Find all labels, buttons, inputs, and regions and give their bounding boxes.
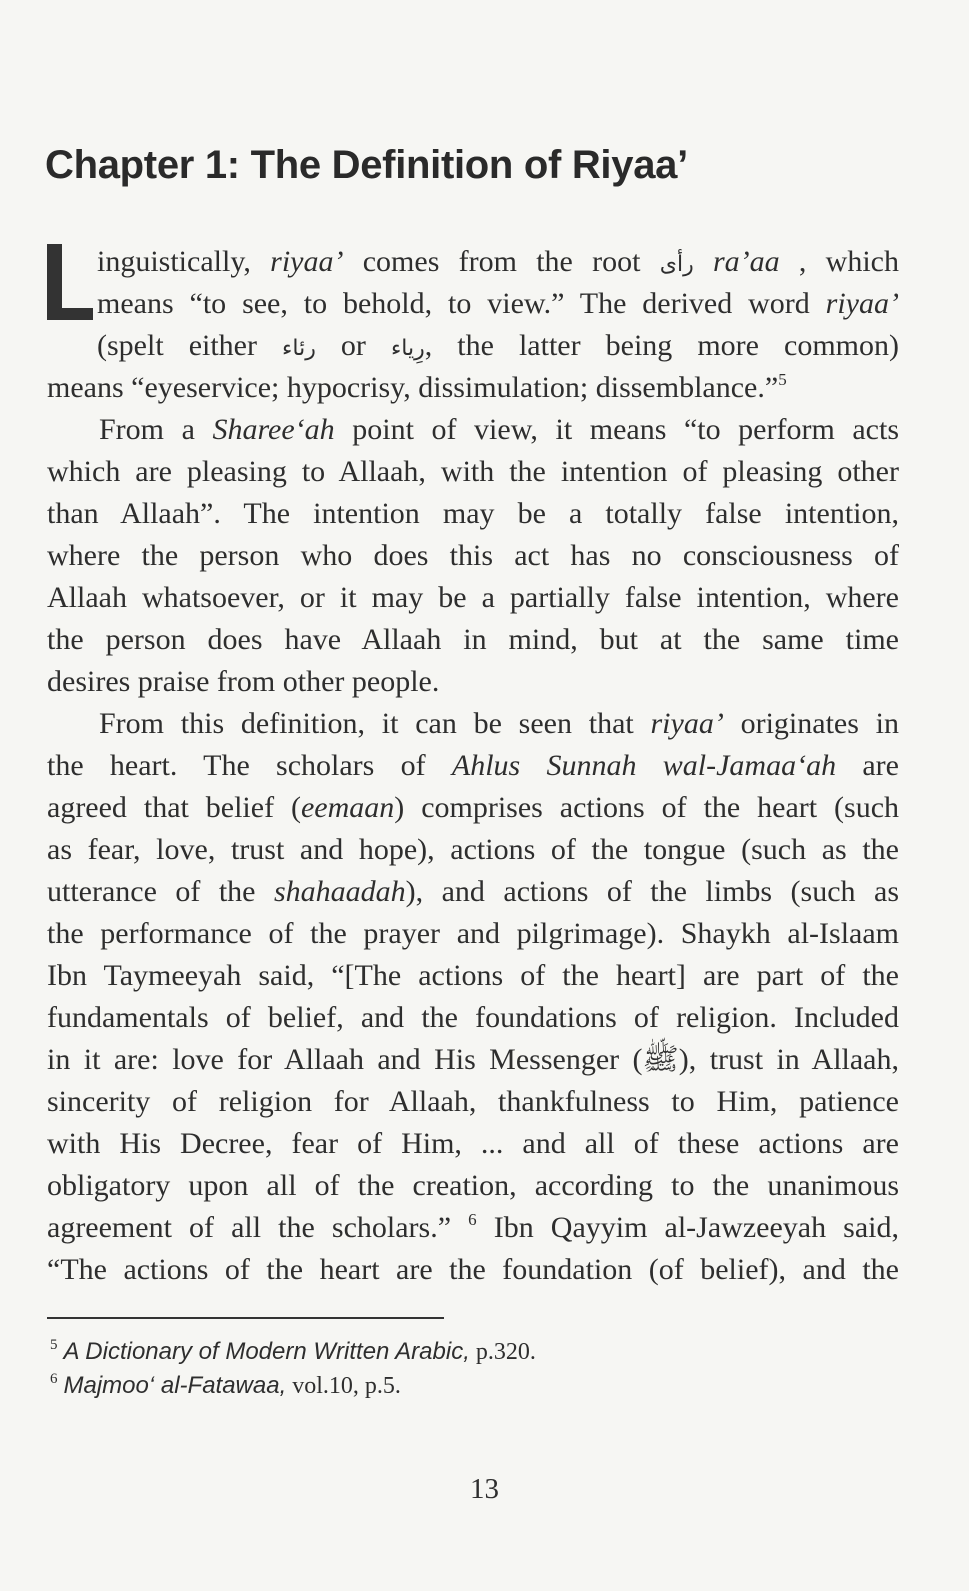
footnote-title: A Dictionary of Modern Written Arabic, xyxy=(63,1338,470,1365)
text-segment: with His Decree, fear of Him, ... and all of these actions are xyxy=(47,1127,899,1160)
text-line xyxy=(47,913,899,955)
text-segment: Ibn Taymeeyah said, “[The actions of the heart] are part of the xyxy=(47,959,899,992)
text-line xyxy=(47,1081,899,1123)
text-segment: , which xyxy=(779,245,899,278)
text-segment: comes from the root xyxy=(343,245,660,278)
text-line xyxy=(47,997,899,1039)
text-segment: ) comprises actions of the heart (such xyxy=(394,791,900,824)
text-line xyxy=(47,787,899,829)
text-line xyxy=(47,703,899,745)
text-line xyxy=(47,409,899,451)
text-line xyxy=(47,283,899,325)
footnote-marker: 6 xyxy=(468,1210,477,1229)
text-segment: means “eyeservice; hypocrisy, dissimulation; dissemblance.” xyxy=(47,371,779,404)
text-line xyxy=(47,661,899,703)
text-segment: From a xyxy=(99,413,213,446)
footnote-number: 6 xyxy=(50,1371,58,1387)
text-line xyxy=(47,367,899,409)
page-number: 13 xyxy=(470,1473,499,1505)
body-text xyxy=(47,241,899,1291)
text-segment: or xyxy=(315,329,391,362)
text-segment: ), and actions of the limbs (such as xyxy=(405,875,899,908)
text-segment: desires praise from other people. xyxy=(47,665,440,698)
text-line xyxy=(47,619,899,661)
text-line xyxy=(47,1249,899,1291)
text-line xyxy=(47,1123,899,1165)
italic-term: riyaa’ xyxy=(825,287,899,320)
text-segment: agreed that belief ( xyxy=(47,791,301,824)
text-segment: Allaah whatsoever, or it may be a partially false intention, where xyxy=(47,581,899,614)
text-segment: where the person who does this act has no consciousness of xyxy=(47,539,899,572)
footnote-marker: 5 xyxy=(778,370,787,389)
text-segment: in it are: love for Allaah and His Messenger (ﷺ), trust in Allaah, xyxy=(47,1043,899,1076)
text-segment: utterance of the xyxy=(47,875,274,908)
footnote-ref: vol.10, p.5. xyxy=(286,1373,401,1399)
italic-term: Sharee‘ah xyxy=(212,413,335,446)
text-line xyxy=(47,955,899,997)
text-segment: the heart. The scholars of xyxy=(47,749,452,782)
footnote-title: Majmoo‘ al-Fatawaa, xyxy=(63,1372,287,1399)
text-segment: “The actions of the heart are the foundation (of belief), and the xyxy=(47,1253,899,1286)
text-segment: , the latter being more common) xyxy=(424,329,900,362)
text-segment: fundamentals of belief, and the foundations of religion. Included xyxy=(47,1001,899,1034)
text-line xyxy=(47,535,899,577)
footnote-6 xyxy=(50,1371,401,1400)
text-segment: point of view, it means “to perform acts xyxy=(334,413,900,446)
text-line xyxy=(47,241,899,283)
text-segment: originates in xyxy=(723,707,899,740)
text-segment: which are pleasing to Allaah, with the intention of pleasing other xyxy=(47,455,899,488)
text-line xyxy=(47,1207,899,1249)
text-line xyxy=(47,577,899,619)
text-segment: are xyxy=(836,749,899,782)
chapter-title: Chapter 1: The Definition of Riyaa’ xyxy=(45,143,688,187)
footnote-5 xyxy=(50,1337,536,1366)
text-segment: as fear, love, trust and hope), actions of the tongue (such as the xyxy=(47,833,899,866)
text-line xyxy=(47,1039,899,1081)
footnote-ref: p.320. xyxy=(469,1339,536,1365)
text-line xyxy=(47,451,899,493)
italic-term: ra’aa xyxy=(712,245,780,278)
text-line xyxy=(47,325,899,367)
italic-term: Ahlus Sunnah wal-Jamaa‘ah xyxy=(451,749,837,782)
text-segment: means “to see, to behold, to view.” The derived word xyxy=(97,287,826,320)
text-segment: obligatory upon all of the creation, according to the unanimous xyxy=(47,1169,899,1202)
italic-term: riyaa’ xyxy=(270,245,344,278)
text-line xyxy=(47,745,899,787)
text-segment xyxy=(694,245,713,278)
italic-term: eemaan xyxy=(300,791,395,824)
text-segment: the person does have Allaah in mind, but at the same time xyxy=(47,623,899,656)
text-line xyxy=(47,1165,899,1207)
footnote-divider xyxy=(47,1317,444,1319)
text-line xyxy=(47,829,899,871)
text-segment: than Allaah”. The intention may be a totally false intention, xyxy=(47,497,899,530)
arabic-text: رأى xyxy=(659,252,694,277)
italic-term: riyaa’ xyxy=(650,707,724,740)
italic-term: shahaadah xyxy=(273,875,406,908)
text-segment: agreement of all the scholars.” xyxy=(47,1211,469,1244)
text-segment: the performance of the prayer and pilgrimage). Shaykh al-Islaam xyxy=(47,917,899,950)
text-line xyxy=(47,493,899,535)
arabic-text: رئاء xyxy=(282,336,316,361)
text-segment: inguistically, xyxy=(97,245,271,278)
text-segment: (spelt either xyxy=(97,329,283,362)
text-segment: From this definition, it can be seen that xyxy=(99,707,651,740)
text-line xyxy=(47,871,899,913)
text-segment: Ibn Qayyim al-Jawzeeyah said, xyxy=(476,1211,900,1244)
arabic-text: رِياء xyxy=(390,336,425,361)
footnote-number: 5 xyxy=(50,1337,58,1353)
text-segment: sincerity of religion for Allaah, thankfulness to Him, patience xyxy=(47,1085,899,1118)
